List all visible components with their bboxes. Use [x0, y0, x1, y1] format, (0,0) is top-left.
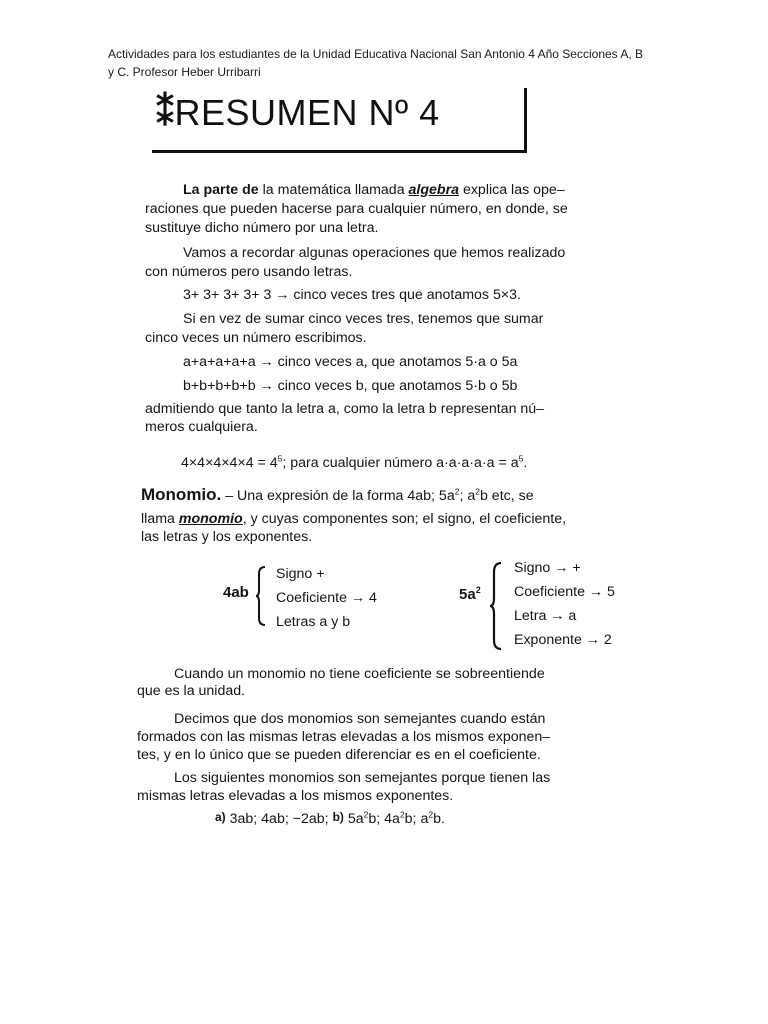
- intro-paragraph-1-line-1: [183, 181, 565, 199]
- intro-paragraph-3-line-1: Si en vez de sumar cinco veces tres, tenemos que sumar: [183, 311, 544, 327]
- equation-powers: [181, 454, 527, 472]
- example-5a2-letter: Letra → a: [514, 608, 577, 624]
- example-4ab-coefficient: Coeficiente → 4: [276, 590, 377, 606]
- example-4ab-sign: Signo +: [276, 566, 325, 582]
- exponent: 2: [399, 809, 405, 820]
- equation-text: .: [523, 455, 528, 471]
- closing-paragraph-2-line-1: Decimos que dos monomios son semejantes cuando están: [174, 711, 546, 727]
- equation-text: ; para cualquier número a·a·a·a·a = a: [282, 455, 519, 471]
- definition-text: ; a: [459, 488, 476, 504]
- definition-text: , y cuyas componentes son; el signo, el coeficiente,: [242, 511, 567, 527]
- example-b-text: 5a: [343, 811, 364, 827]
- intro-bold-text: La parte de: [183, 182, 259, 198]
- equation-text: 4×4×4×4×4 = 4: [181, 455, 278, 471]
- equation-sum-b: b+b+b+b+b → cinco veces b, que anotamos 5·b o 5b: [183, 378, 518, 394]
- example-monomial-4ab-label: 4ab: [223, 584, 249, 601]
- left-brace-icon: [489, 562, 503, 650]
- similar-monomials-examples: [215, 808, 445, 828]
- monomio-definition-line-1: [141, 486, 534, 505]
- example-monomial-5a2-label: [459, 586, 481, 604]
- exponent: 2: [428, 809, 434, 820]
- example-label-b: b): [332, 810, 344, 824]
- example-5a2-coefficient: Coeficiente → 5: [514, 584, 615, 600]
- closing-paragraph-2-line-2: formados con las mismas letras elevadas a los mismos exponen–: [137, 729, 551, 745]
- page-title: [156, 92, 440, 134]
- example-4ab-letters: Letras a y b: [276, 614, 351, 630]
- example-b-text: b.: [433, 811, 445, 827]
- exponent: 2: [363, 809, 369, 820]
- intro-paragraph-4-line-2: meros cualquiera.: [145, 419, 258, 435]
- exponent: 2: [454, 486, 460, 497]
- closing-paragraph-2-line-3: tes, y en lo único que se pueden diferenciar es en el coeficiente.: [137, 747, 541, 763]
- example-5a2-exponent: Exponente → 2: [514, 632, 612, 648]
- document-header-line-1: Actividades para los estudiantes de la Unidad Educativa Nacional San Antonio 4 Año Secciones A, B: [108, 47, 644, 61]
- document-header-line-2: y C. Profesor Heber Urribarri: [108, 65, 261, 79]
- intro-paragraph-3-line-2: cinco veces un número escribimos.: [145, 330, 367, 346]
- monomio-definition-line-2: [141, 510, 566, 528]
- closing-paragraph-3-line-2: mismas letras elevadas a los mismos exponentes.: [137, 788, 454, 804]
- example-label-a: a): [215, 810, 226, 824]
- monomial-base: 5a: [459, 586, 476, 603]
- intro-paragraph-2-line-2: con números pero usando letras.: [145, 264, 353, 280]
- equation-sum-a: a+a+a+a+a → cinco veces a, que anotamos 5·a o 5a: [183, 354, 518, 370]
- definition-text: b etc, se: [479, 488, 534, 504]
- title-mark: ⁑: [156, 92, 175, 133]
- intro-text: la matemática llamada: [258, 182, 409, 198]
- intro-paragraph-1-line-2: raciones que pueden hacerse para cualquier número, en donde, se: [145, 201, 568, 217]
- closing-paragraph-1-line-1: Cuando un monomio no tiene coeficiente se sobreentiende: [174, 666, 545, 682]
- example-a-monomials: 3ab; 4ab; −2ab;: [225, 811, 333, 827]
- exponent: 5: [518, 453, 524, 464]
- intro-paragraph-4-line-1: admitiendo que tanto la letra a, como la letra b representan nú–: [145, 401, 545, 417]
- monomio-definition-line-3: las letras y los exponentes.: [141, 529, 313, 545]
- exponent: 2: [475, 585, 481, 595]
- section-heading-monomio: Monomio.: [141, 485, 222, 504]
- definition-text: – Una expresión de la forma 4ab; 5a: [221, 488, 455, 504]
- exponent: 5: [277, 453, 283, 464]
- title-text: RESUMEN Nº 4: [174, 92, 440, 133]
- closing-paragraph-3-line-1: Los siguientes monomios son semejantes porque tienen las: [174, 770, 551, 786]
- example-b-text: b; a: [404, 811, 429, 827]
- exponent: 2: [475, 486, 480, 497]
- definition-text: llama: [141, 511, 179, 527]
- intro-text: explica las ope–: [459, 182, 565, 198]
- equation-sum-threes: 3+ 3+ 3+ 3+ 3 → cinco veces tres que anotamos 5×3.: [183, 287, 521, 303]
- intro-paragraph-1-line-3: sustituye dicho número por una letra.: [145, 220, 379, 236]
- closing-paragraph-1-line-2: que es la unidad.: [137, 683, 246, 699]
- left-brace-icon: [255, 566, 267, 626]
- example-b-text: b; 4a: [368, 811, 400, 827]
- term-monomio: monomio: [178, 511, 243, 527]
- example-5a2-sign: Signo → +: [514, 560, 581, 576]
- intro-paragraph-2-line-1: Vamos a recordar algunas operaciones que hemos realizado: [183, 245, 566, 261]
- term-algebra: algebra: [408, 182, 459, 198]
